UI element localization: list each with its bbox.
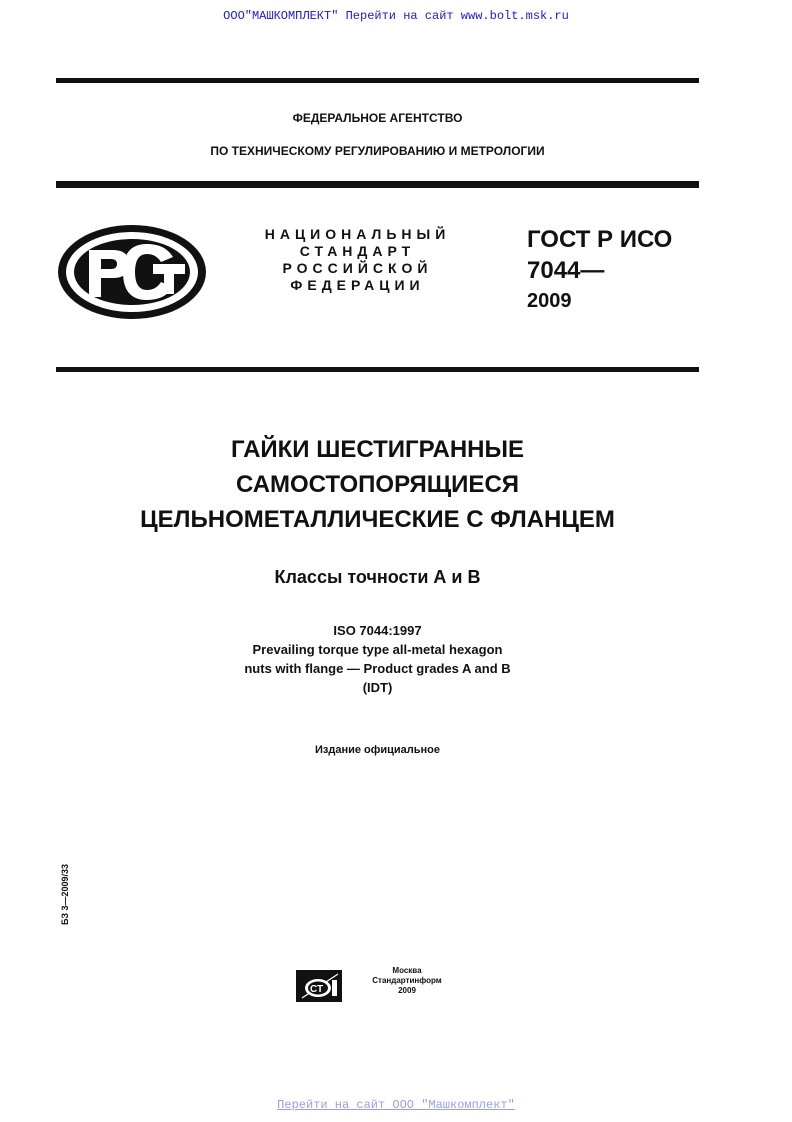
- lower-rule: [56, 367, 699, 372]
- national-standard-line-2: СТАНДАРТ: [299, 243, 416, 259]
- gost-line-2: 7044—: [527, 257, 605, 284]
- gost-designation: [527, 224, 672, 317]
- rst-logo-icon: [55, 222, 210, 322]
- agency-line-2: ПО ТЕХНИЧЕСКОМУ РЕГУЛИРОВАНИЮ И МЕТРОЛОГИИ: [210, 144, 545, 158]
- standartinform-logo-icon: [296, 966, 344, 1004]
- header-site-link[interactable]: ООО"МАШКОМПЛЕКТ" Перейти на сайт www.bolt.msk.ru: [223, 9, 569, 23]
- iso-reference: [56, 621, 699, 697]
- national-standard-line-4: ФЕДЕРАЦИИ: [290, 277, 425, 293]
- gost-line-3: 2009: [527, 290, 572, 312]
- national-standard-line-3: РОССИЙСКОЙ: [282, 260, 433, 276]
- publisher-year: 2009: [398, 986, 416, 995]
- publisher-city: Москва: [392, 966, 422, 975]
- national-standard-block: [250, 226, 465, 294]
- agency-line-1: ФЕДЕРАЛЬНОЕ АГЕНТСТВО: [292, 111, 463, 125]
- top-rule: [56, 78, 699, 83]
- iso-line-3: nuts with flange — Product grades A and B: [244, 661, 511, 676]
- publisher-block: [357, 966, 457, 996]
- title-line-2: САМОСТОПОРЯЩИЕСЯ: [235, 471, 520, 498]
- document-subtitle: Классы точности А и В: [274, 567, 481, 587]
- gost-line-1: ГОСТ Р ИСО: [527, 226, 673, 253]
- document-title: [56, 432, 699, 537]
- title-line-1: ГАЙКИ ШЕСТИГРАННЫЕ: [230, 436, 524, 463]
- iso-line-4: (IDT): [362, 680, 393, 695]
- iso-line-2: Prevailing torque type all-metal hexagon: [252, 642, 503, 657]
- side-code: БЗ 3—2009/33: [60, 863, 70, 925]
- national-standard-line-1: НАЦИОНАЛЬНЫЙ: [264, 226, 451, 242]
- edition-note: Издание официальное: [314, 744, 441, 756]
- title-line-3: ЦЕЛЬНОМЕТАЛЛИЧЕСКИЕ С ФЛАНЦЕМ: [140, 506, 615, 533]
- publisher-name: Стандартинформ: [372, 976, 442, 985]
- upper-rule: [56, 181, 699, 188]
- svg-text:СТ: СТ: [310, 984, 324, 995]
- iso-line-1: ISO 7044:1997: [333, 623, 422, 638]
- footer-site-link[interactable]: Перейти на сайт ООО "Машкомплект": [277, 1098, 515, 1112]
